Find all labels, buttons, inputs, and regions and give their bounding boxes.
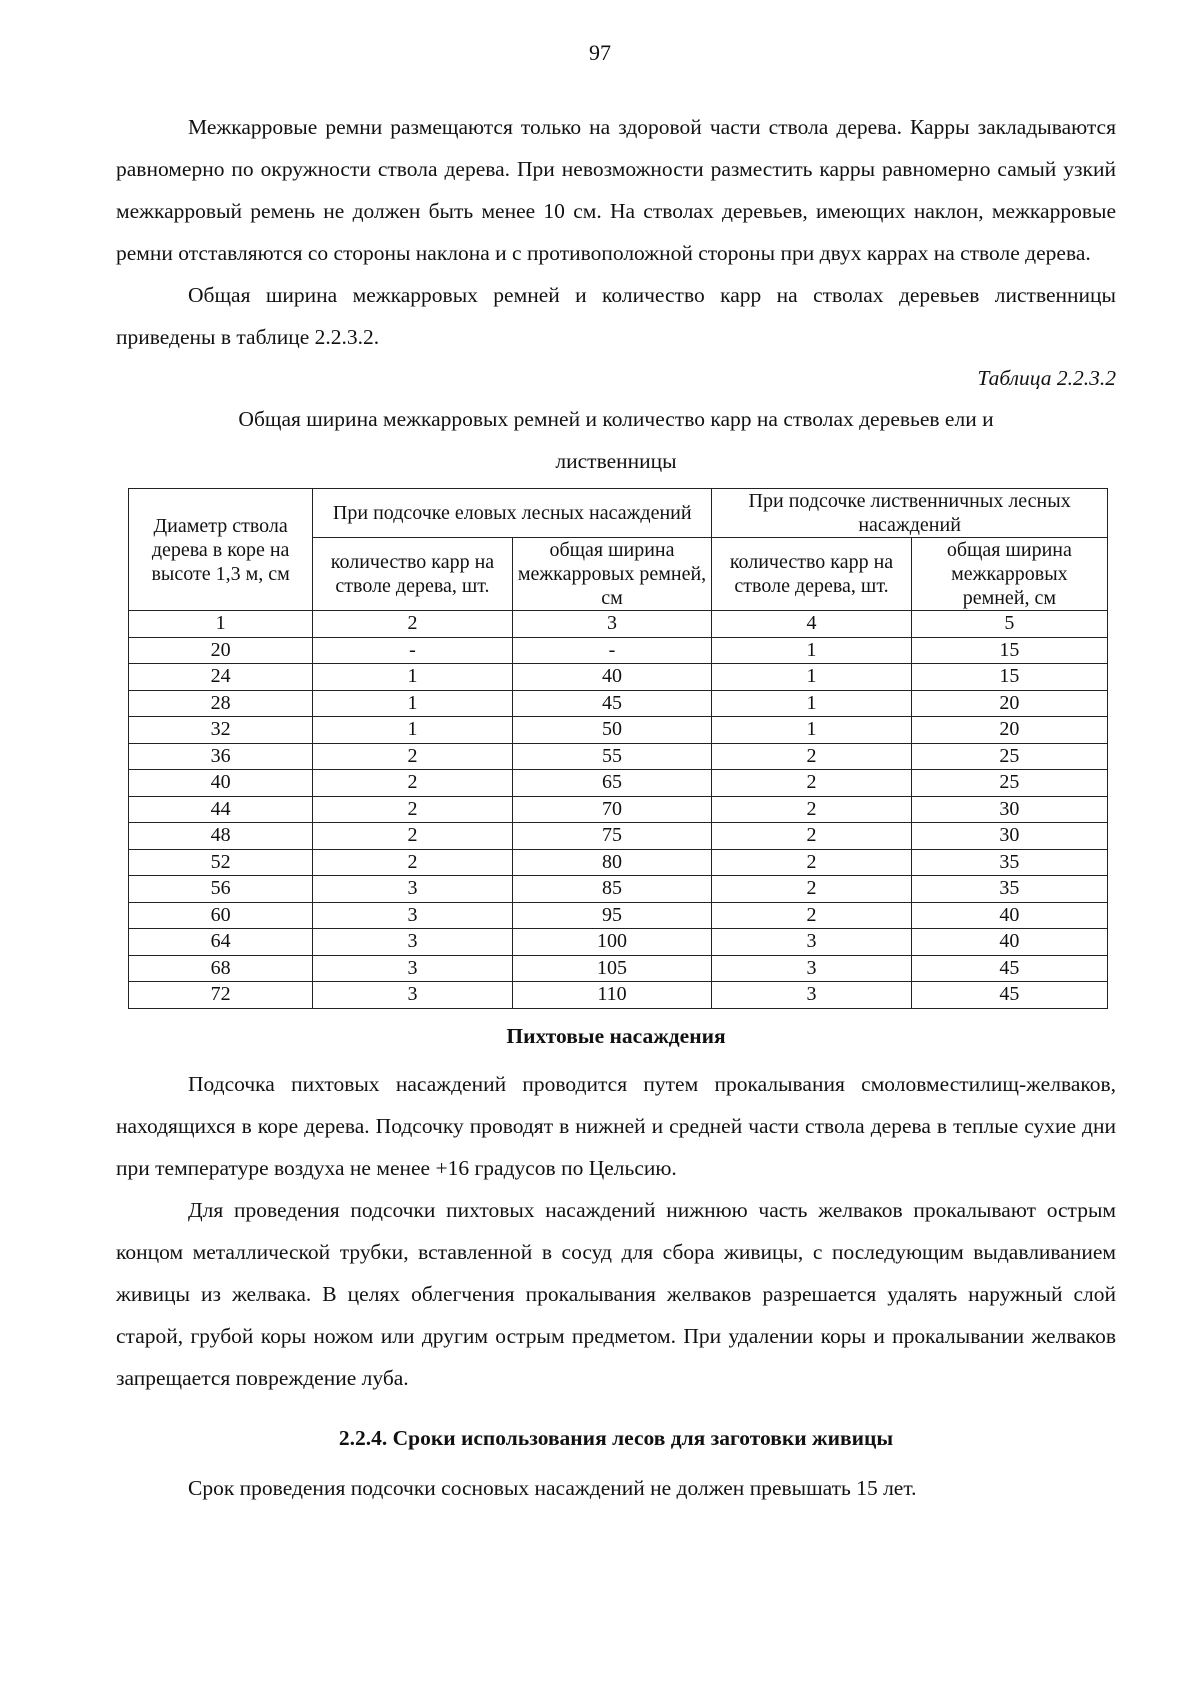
- header-group-spruce: При подсочке еловых лесных насаждений: [313, 489, 712, 538]
- table-cell: 70: [512, 796, 712, 823]
- table-cell: 48: [129, 823, 313, 850]
- table-cell: 2: [712, 743, 912, 770]
- table-row: [129, 929, 1108, 956]
- table-cell: 50: [512, 717, 712, 744]
- section-heading-fir: Пихтовые насаждения: [506, 1023, 726, 1048]
- table-cell: -: [313, 637, 513, 664]
- table-cell: 4: [712, 611, 912, 638]
- page-number: 97: [589, 40, 611, 65]
- table-cell: 15: [911, 637, 1107, 664]
- table-cell: 2: [313, 796, 513, 823]
- table-cell: 52: [129, 849, 313, 876]
- table-cell: 20: [911, 717, 1107, 744]
- header-group-larch: При подсочке лиственничных лесных насаждений: [712, 489, 1108, 538]
- table-cell: 40: [911, 929, 1107, 956]
- table-cell: 3: [313, 982, 513, 1009]
- table-cell: 2: [712, 849, 912, 876]
- table-row: [129, 982, 1108, 1009]
- table-cell: 2: [712, 876, 912, 903]
- table-cell: 35: [911, 876, 1107, 903]
- table-cell: 40: [911, 902, 1107, 929]
- table-cell: 1: [313, 664, 513, 691]
- table-cell: 65: [512, 770, 712, 797]
- table-cell: 55: [512, 743, 712, 770]
- document-body: [116, 106, 1116, 1509]
- table-caption: Общая ширина межкарровых ремней и количество карр на стволах деревьев ели и лиственницы: [238, 407, 994, 473]
- table-cell: 20: [911, 690, 1107, 717]
- table-row: [129, 823, 1108, 850]
- header-count: количество карр на стволе дерева, шт.: [712, 538, 912, 611]
- table-row: [129, 770, 1108, 797]
- table-cell: 80: [512, 849, 712, 876]
- table-cell: 15: [911, 664, 1107, 691]
- table-cell: 68: [129, 955, 313, 982]
- header-width: общая ширина межкарровых ремней, см: [512, 538, 712, 611]
- table-cell: 1: [712, 690, 912, 717]
- header-count: количество карр на стволе дерева, шт.: [313, 538, 513, 611]
- table-cell: 2: [712, 823, 912, 850]
- table-row: [129, 796, 1108, 823]
- table-cell: 5: [911, 611, 1107, 638]
- table-cell: 64: [129, 929, 313, 956]
- table-cell: 25: [911, 743, 1107, 770]
- table-row: [129, 690, 1108, 717]
- table-cell: 40: [512, 664, 712, 691]
- table-row: [129, 717, 1108, 744]
- table-cell: 3: [512, 611, 712, 638]
- table-cell: 3: [712, 982, 912, 1009]
- table-row: [129, 743, 1108, 770]
- table-cell: 1: [129, 611, 313, 638]
- table-cell: 3: [313, 929, 513, 956]
- table-cell: 56: [129, 876, 313, 903]
- table-cell: 105: [512, 955, 712, 982]
- paragraph: Подсочка пихтовых насаждений проводится путем прокалывания смоловместилищ-желваков, находящихся в коре дерева. Подсочку проводят в нижней и средней части ствола дерева в теплые сухие дни при температуре воздуха не менее +16 градусов по Цельсию.: [116, 1071, 1116, 1180]
- table-row: [129, 849, 1108, 876]
- table-cell: 3: [712, 929, 912, 956]
- table-cell: 2: [313, 823, 513, 850]
- table-cell: 1: [712, 637, 912, 664]
- table-cell: 28: [129, 690, 313, 717]
- table-cell: 30: [911, 796, 1107, 823]
- table-row: [129, 955, 1108, 982]
- table-cell: 24: [129, 664, 313, 691]
- table-cell: 1: [313, 717, 513, 744]
- table-cell: 75: [512, 823, 712, 850]
- table-cell: 44: [129, 796, 313, 823]
- table-cell: 2: [313, 849, 513, 876]
- table-cell: 110: [512, 982, 712, 1009]
- table-cell: 36: [129, 743, 313, 770]
- paragraph: Для проведения подсочки пихтовых насаждений нижнюю часть желваков прокалывают острым концом металлической трубки, вставленной в сосуд для сбора живицы, с последующим выдавливанием живицы из желвака. В целях облегчения прокалывания желваков разрешается удалять наружный слой старой, грубой коры ножом или другим острым предметом. При удалении коры и прокалывании желваков запрещается повреждение луба.: [116, 1197, 1116, 1390]
- table-label: Таблица 2.2.3.2: [977, 366, 1116, 390]
- table-cell: 95: [512, 902, 712, 929]
- table-cell: 2: [313, 770, 513, 797]
- paragraph: Срок проведения подсочки сосновых насаждений не должен превышать 15 лет.: [188, 1475, 917, 1500]
- paragraph: Общая ширина межкарровых ремней и количество карр на стволах деревьев лиственницы приведены в таблице 2.2.3.2.: [116, 283, 1116, 349]
- paragraph: Межкарровые ремни размещаются только на здоровой части ствола дерева. Карры закладываются равномерно по окружности ствола дерева. При невозможности разместить карры равномерно самый узкий межкарровый ремень не должен быть менее 10 см. На стволах деревьев, имеющих наклон, межкарровые ремни отставляются со стороны наклона и с противоположной стороны при двух каррах на стволе дерева.: [116, 115, 1116, 265]
- table-cell: 72: [129, 982, 313, 1009]
- table-cell: 40: [129, 770, 313, 797]
- table-cell: 3: [313, 902, 513, 929]
- table-cell: 32: [129, 717, 313, 744]
- table-cell: 1: [313, 690, 513, 717]
- table-cell: 3: [712, 955, 912, 982]
- table-cell: 2: [712, 796, 912, 823]
- table-cell: 85: [512, 876, 712, 903]
- table-cell: 2: [313, 743, 513, 770]
- table-row: [129, 637, 1108, 664]
- table-row: [129, 664, 1108, 691]
- table-cell: 45: [911, 982, 1107, 1009]
- table-cell: 1: [712, 664, 912, 691]
- header-diameter: Диаметр ствола дерева в коре на высоте 1,3 м, см: [129, 489, 313, 611]
- table-cell: 35: [911, 849, 1107, 876]
- table-cell: 45: [512, 690, 712, 717]
- table-cell: 2: [313, 611, 513, 638]
- table-row: [129, 902, 1108, 929]
- table-cell: 2: [712, 770, 912, 797]
- table-cell: 1: [712, 717, 912, 744]
- data-table: [128, 488, 1108, 1009]
- table-cell: 20: [129, 637, 313, 664]
- table-cell: 3: [313, 955, 513, 982]
- table-cell: 60: [129, 902, 313, 929]
- header-width: общая ширина межкарровых ремней, см: [911, 538, 1107, 611]
- table-cell: -: [512, 637, 712, 664]
- table-cell: 3: [313, 876, 513, 903]
- table-row: [129, 611, 1108, 638]
- table-cell: 25: [911, 770, 1107, 797]
- table-row: [129, 876, 1108, 903]
- table-cell: 30: [911, 823, 1107, 850]
- table-cell: 45: [911, 955, 1107, 982]
- table-cell: 100: [512, 929, 712, 956]
- table-cell: 2: [712, 902, 912, 929]
- section-heading-2-2-4: 2.2.4. Сроки использования лесов для заготовки живицы: [338, 1425, 894, 1450]
